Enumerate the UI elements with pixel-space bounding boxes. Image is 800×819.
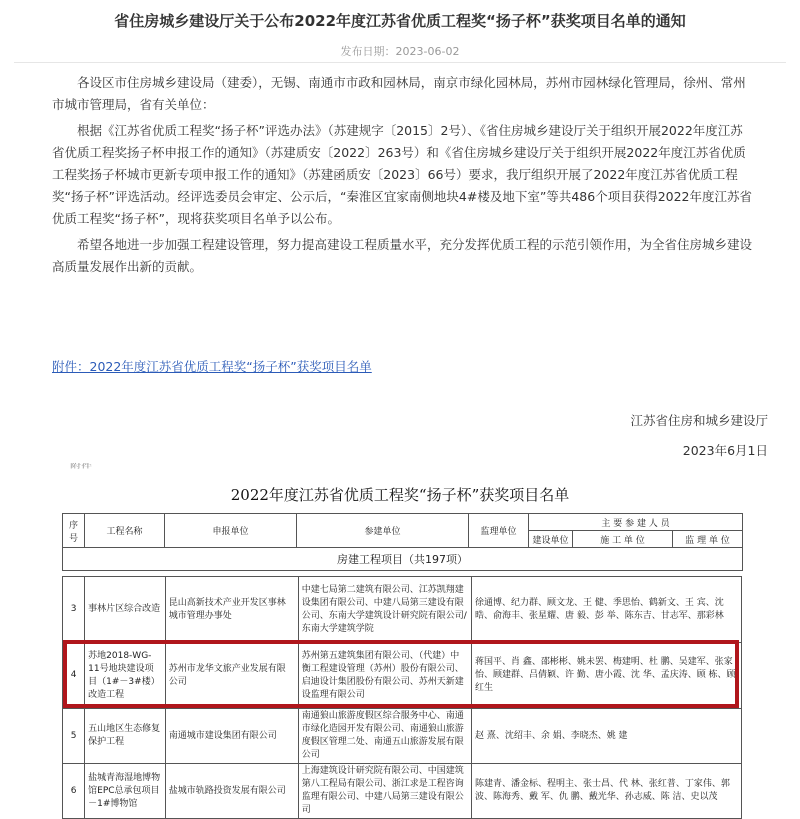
row-applicant: 苏州市龙华文旅产业发展有限公司 [165, 643, 298, 709]
col-applicant: 申报单位 [165, 514, 297, 548]
col-participants: 参建单位 [297, 514, 469, 548]
row-applicant: 盐城市轨路投资发展有限公司 [165, 764, 298, 819]
row-no: 5 [63, 709, 85, 764]
col-builder-unit: 建设单位 [529, 531, 573, 548]
col-project: 工程名称 [85, 514, 165, 548]
annex-title: 2022年度江苏省优质工程奖“扬子杯”获奖项目名单 [230, 486, 570, 504]
row-people: 蒋国平、肖 鑫、邵彬彬、姚未罢、梅建明、杜 鹏、吴建军、张家怡、顾建群、吕倩颖、许 勤、唐小霞、沈 华、孟庆涛、顾 栋、顾红生 [471, 643, 741, 709]
notice-body [52, 72, 752, 282]
row-people: 徐通博、纪力群、顾文龙、王 健、季思怡、鹤新文、王 宾、沈 晧、俞海丰、张星耀、唐 毅、彭 举、陈东吉、甘志军、那彩林 [471, 577, 741, 643]
sign-date: 2023年6月1日 [682, 443, 768, 458]
closing-paragraph: 希望各地进一步加强工程建设管理，努力提高建设工程质量水平，充分发挥优质工程的示范引领作用，为全省住房城乡建设高质量发展作出新的贡献。 [52, 237, 753, 274]
row-applicant: 昆山高新技术产业开发区事林城市管理办事处 [165, 577, 298, 643]
table-row [63, 643, 742, 709]
row-project: 五山地区生态修复保护工程 [85, 709, 166, 764]
row-people: 陈建青、潘金标、程明主、张士昌、代 林、张红普、丁家伟、郭 波、陈海秀、戴 军、仇 鹏、戴光华、孙志威、陈 洁、史以茂 [471, 764, 741, 819]
publish-date: 发布日期：2023-06-02 [340, 45, 460, 58]
attachment-link[interactable]: 附件：2022年度江苏省优质工程奖“扬子杯”获奖项目名单 [52, 359, 372, 374]
row-applicant: 南通城市建设集团有限公司 [165, 709, 298, 764]
col-construction-unit: 施 工 单 位 [573, 531, 673, 548]
row-participants: 苏州第五建筑集团有限公司、（代建）中衡工程建设管理（苏州）股份有限公司、启迪设计集团股份有限公司、苏州天新建设监理有限公司 [298, 643, 471, 709]
annex-label: 附件 [70, 463, 92, 470]
row-no: 3 [63, 577, 85, 643]
row-project: 事林片区综合改造 [85, 577, 166, 643]
addressee-paragraph: 各设区市住房城乡建设局（建委），无锡、南通市市政和园林局，南京市绿化园林局，苏州市园林绿化管理局，徐州、常州市城市管理局，省有关单位： [52, 75, 746, 112]
award-table-body [62, 576, 742, 819]
award-table-header [62, 513, 743, 571]
row-participants: 中建七局第二建筑有限公司、江苏凯翔建设集团有限公司、中建八局第三建设有限公司、东南大学建筑设计研究院有限公司/东南大学建筑学院 [298, 577, 471, 643]
col-supervision-unit: 监 理 单 位 [673, 531, 743, 548]
row-no: 4 [63, 643, 85, 709]
divider [14, 62, 786, 63]
table-row [63, 764, 742, 819]
col-no: 序号 [63, 514, 85, 548]
category-row: 房建工程项目（共197项） [63, 548, 743, 571]
col-supervisor: 监理单位 [469, 514, 529, 548]
row-participants: 上海建筑设计研究院有限公司、中国建筑第八工程局有限公司、浙江求是工程咨询监理有限公司、中建八局第三建设有限公司 [298, 764, 471, 819]
row-people: 赵 熹、沈绍丰、余 娟、李晓杰、姚 建 [471, 709, 741, 764]
row-project: 苏地2018-WG-11号地块建设项目（1#－3#楼）改造工程 [85, 643, 166, 709]
col-main-people: 主 要 参 建 人 员 [529, 514, 743, 531]
table-row [63, 577, 742, 643]
table-row [63, 709, 742, 764]
row-participants: 南通狼山旅游度假区综合服务中心、南通市绿化造园开发有限公司、南通狼山旅游度假区管理二处、南通五山旅游发展有限公司 [298, 709, 471, 764]
row-project: 盐城青海湿地博物馆EPC总承包项目－1#博物馆 [85, 764, 166, 819]
signature: 江苏省住房和城乡建设厅 [630, 413, 768, 428]
row-no: 6 [63, 764, 85, 819]
main-paragraph: 根据《江苏省优质工程奖“扬子杯”评选办法》（苏建规字〔2015〕2号）、《省住房城乡建设厅关于组织开展2022年度江苏省优质工程奖扬子杯申报工作的通知》（苏建质安〔2022〕263号）和《省住房城乡建设厅关于组织开展2022年度江苏省优质工程奖扬子杯城市更新专项申报工作的通知》（苏建函质安〔2023〕66号）要求，我厅组织开展了2022年度江苏省优质工程奖“扬子杯”评选活动。经评选委员会审定、公示后，“秦淮区宜家南侧地块4#楼及地下室”等共486个项目获得2022年度江苏省优质工程奖“扬子杯”，现将获奖项目名单予以公布。 [52, 123, 753, 226]
notice-title: 省住房城乡建设厅关于公布2022年度江苏省优质工程奖“扬子杯”获奖项目名单的通知 [114, 12, 686, 30]
